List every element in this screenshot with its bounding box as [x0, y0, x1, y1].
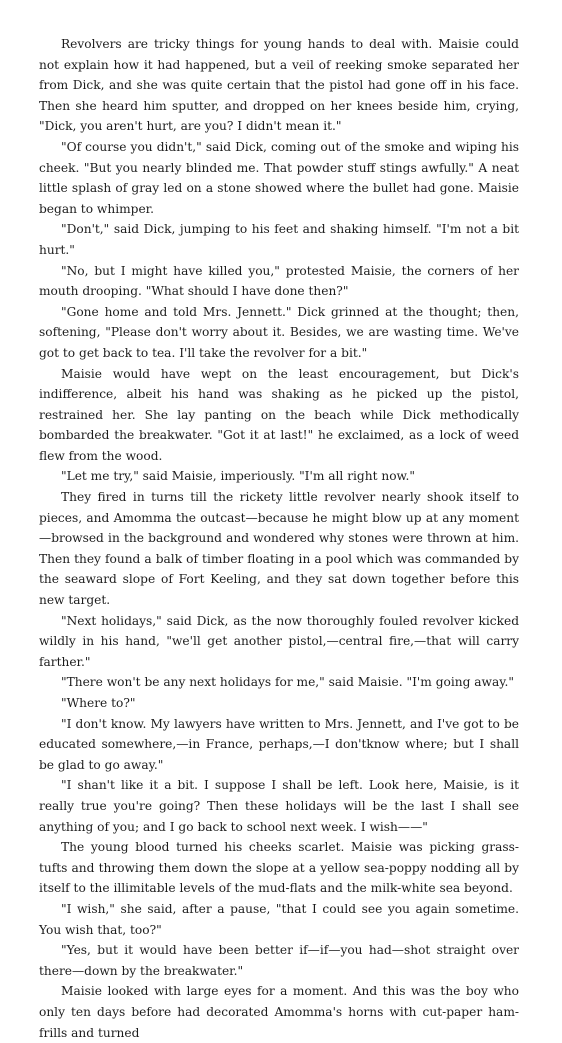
paragraph-4: "No, but I might have killed you," protested Maisie, the corners of her mouth drooping. "What should I have done then?" — [39, 263, 519, 299]
paragraph-6: Maisie would have wept on the least encouragement, but Dick's indifference, albeit his hand was shaking as he picked up the pistol, restrained her. She lay panting on the beach while Dick methodically bombarded the breakwater. "Got it at last!" he exclaimed, as a lock of weed flew from the wood. — [39, 366, 519, 463]
paragraph-15: "I wish," she said, after a pause, "that I could see you again sometime. You wish that, too?" — [39, 901, 519, 937]
paragraph-12: "I don't know. My lawyers have written to Mrs. Jennett, and I've got to be educated somewhere,—in France, perhaps,—I don'tknow where; but I shall be glad to go away." — [39, 716, 519, 772]
paragraph-3: "Don't," said Dick, jumping to his feet and shaking himself. "I'm not a bit hurt." — [39, 222, 519, 257]
paragraph-11: "Where to?" — [61, 696, 136, 710]
paragraph-10: "There won't be any next holidays for me," said Maisie. "I'm going away." — [61, 675, 514, 690]
paragraph-1: Revolvers are tricky things for young hands to deal with. Maisie could not explain how it had happened, but a veil of reeking smoke separated her from Dick, and she was quite certain that the pistol had gone off in his face. Then she heard him sputter, and dropped on her knees beside him, crying, "Dick, you aren't hurt, are you? I didn't mean it." — [39, 37, 519, 134]
paragraph-16: "Yes, but it would have been better if—if—you had—shot straight over there—down by the breakwater." — [39, 943, 519, 978]
book-page — [39, 34, 519, 1043]
paragraph-13: "I shan't like it a bit. I suppose I shall be left. Look here, Maisie, is it really true you're going? Then these holidays will be the last I shall see anything of you; and I go back to school next week. I wish——" — [39, 778, 519, 834]
paragraph-17: Maisie looked with large eyes for a moment. And this was the boy who only ten days before had decorated Amomma's horns with cut-paper ham-frills and turned — [39, 984, 519, 1040]
paragraph-5: "Gone home and told Mrs. Jennett." Dick grinned at the thought; then, softening, "Please don't worry about it. Besides, we are wasting time. We've got to get back to tea. I'll take the revolver for a bit." — [39, 304, 519, 360]
paragraph-7: "Let me try," said Maisie, imperiously. "I'm all right now." — [61, 469, 415, 484]
paragraph-9: "Next holidays," said Dick, as the now thoroughly fouled revolver kicked wildly in his hand, "we'll get another pistol,—central fire,—that will carry farther." — [39, 613, 519, 669]
paragraph-14: The young blood turned his cheeks scarlet. Maisie was picking grass-tufts and throwing them down the slope at a yellow sea-poppy nodding all by itself to the illimitable levels of the mud-flats and the milk-white sea beyond. — [39, 840, 519, 896]
paragraph-8: They fired in turns till the rickety little revolver nearly shook itself to pieces, and Amomma the outcast—because he might blow up at any moment—browsed in the background and wondered why stones were thrown at him. Then they found a balk of timber floating in a pool which was commanded by the seaward slope of Fort Keeling, and they sat down together before this new target. — [39, 490, 519, 608]
paragraph-2: "Of course you didn't," said Dick, coming out of the smoke and wiping his cheek. "But you nearly blinded me. That powder stuff stings awfully." A neat little splash of gray led on a stone showed where the bullet had gone. Maisie began to whimper. — [39, 139, 519, 216]
